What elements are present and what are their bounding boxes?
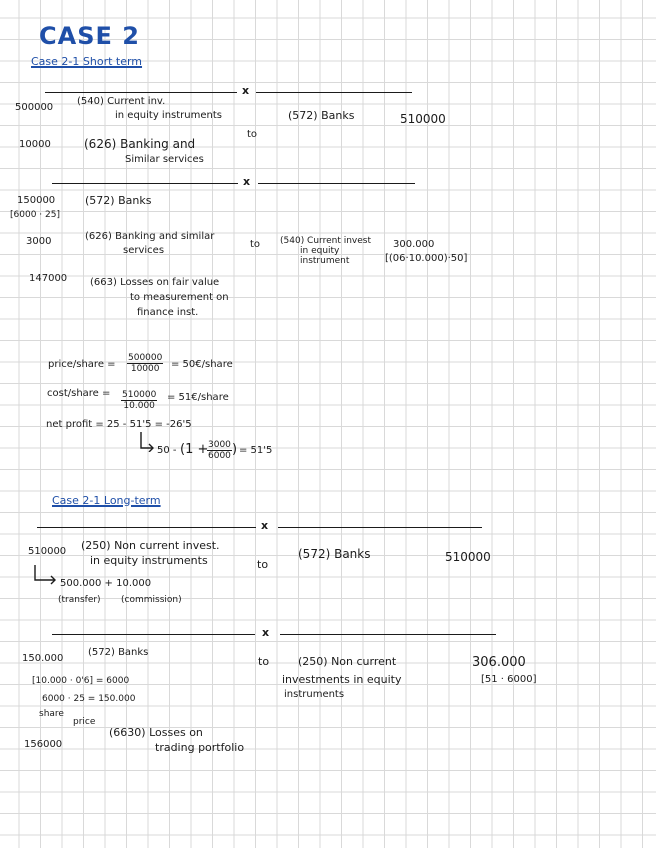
price-result: = 50€/share (171, 359, 233, 370)
arrow-icon (139, 432, 155, 452)
note-label: (commission) (121, 595, 182, 605)
amount-note: [6000 · 25] (10, 210, 60, 220)
entry-line-right (278, 527, 482, 528)
account: (626) Banking and (84, 137, 196, 151)
cost-fraction (121, 390, 157, 411)
account: (663) Losses on fair value (90, 277, 220, 288)
price-denominator: 10000 (130, 364, 160, 374)
entry-x-marker: x (243, 175, 251, 188)
amount: 3000 (26, 236, 52, 247)
to-label: to (247, 129, 258, 140)
credit-amount: 306.000 (472, 655, 526, 670)
credit-account-cont: investments in equity (282, 673, 402, 686)
credit-account: (540) Current invest (280, 236, 372, 246)
credit-account: (572) Banks (288, 109, 355, 122)
entry-line-right (256, 92, 412, 93)
arrow-icon (33, 565, 59, 587)
subcalc-close: ) (232, 442, 238, 457)
calc-label: share (39, 709, 64, 719)
account-cont: trading portfolio (155, 741, 245, 754)
account-cont: to measurement on (130, 292, 229, 303)
subcalc-fraction (207, 440, 232, 461)
credit-account-cont: in equity (300, 246, 340, 256)
to-label: to (257, 558, 269, 571)
calc-line: [10.000 · 0'6] = 6000 (32, 676, 130, 686)
subcalc-denominator: 6000 (208, 451, 231, 461)
credit-account-cont: instruments (284, 689, 345, 700)
account-cont: services (123, 245, 165, 256)
net-profit: net profit = 25 - 51'5 = -26'5 (46, 419, 192, 430)
account-cont: in equity instruments (115, 110, 222, 121)
note: 500.000 + 10.000 (60, 578, 152, 589)
account: (250) Non current invest. (81, 539, 220, 552)
entry-line-left (37, 527, 256, 528)
credit-account-cont: instrument (300, 256, 350, 266)
account: (540) Current inv. (77, 96, 166, 107)
entry-line-right (280, 634, 496, 635)
amount: 150000 (17, 195, 56, 206)
subcalc-open: (1 + (180, 442, 209, 457)
amount: 10000 (19, 139, 51, 150)
entry-line-right (258, 183, 415, 184)
credit-account: (572) Banks (298, 547, 371, 561)
to-label: to (258, 655, 270, 668)
calc-line: 6000 · 25 = 150.000 (42, 694, 136, 704)
to-label: to (250, 239, 261, 250)
credit-amount: 300.000 (393, 239, 435, 250)
entry-x-marker: x (242, 84, 250, 97)
credit-account: (250) Non current (298, 655, 397, 668)
price-label: price/share = (48, 359, 116, 370)
credit-note: [(06·10.000)·50] (385, 253, 468, 264)
credit-amount: 510000 (445, 550, 491, 564)
amount: 510000 (28, 546, 67, 557)
subcalc-result: = 51'5 (239, 445, 273, 456)
price-fraction (127, 353, 163, 374)
cost-result: = 51€/share (167, 392, 229, 403)
amount: 150.000 (22, 653, 64, 664)
entry-x-marker: x (261, 519, 269, 532)
long-term-heading: Case 2-1 Long-term (52, 494, 161, 507)
credit-note: [51 · 6000] (481, 674, 537, 685)
entry-x-marker: x (262, 626, 270, 639)
cost-denominator: 10.000 (123, 401, 155, 411)
price-numerator: 500000 (128, 353, 163, 363)
account-cont: finance inst. (137, 307, 199, 318)
account: (6630) Losses on (109, 726, 203, 739)
amount: 500000 (15, 102, 54, 113)
credit-amount: 510000 (400, 112, 446, 126)
cost-label: cost/share = (47, 388, 111, 399)
short-term-heading: Case 2-1 Short term (31, 55, 143, 68)
entry-line-left (52, 634, 255, 635)
amount: 147000 (29, 273, 68, 284)
amount: 156000 (24, 739, 63, 750)
calc-label: price (73, 717, 96, 727)
entry-line-left (52, 183, 238, 184)
subcalc-start: 50 - (157, 445, 177, 456)
account: (572) Banks (88, 647, 149, 658)
entry-line-left (45, 92, 237, 93)
account-cont: Similar services (125, 154, 204, 165)
page-title: CASE 2 (39, 22, 140, 50)
account: (626) Banking and similar (85, 231, 215, 242)
subcalc-numerator: 3000 (208, 440, 231, 450)
account-cont: in equity instruments (90, 554, 208, 567)
account: (572) Banks (85, 194, 152, 207)
note-label: (transfer) (58, 595, 101, 605)
cost-numerator: 510000 (122, 390, 157, 400)
